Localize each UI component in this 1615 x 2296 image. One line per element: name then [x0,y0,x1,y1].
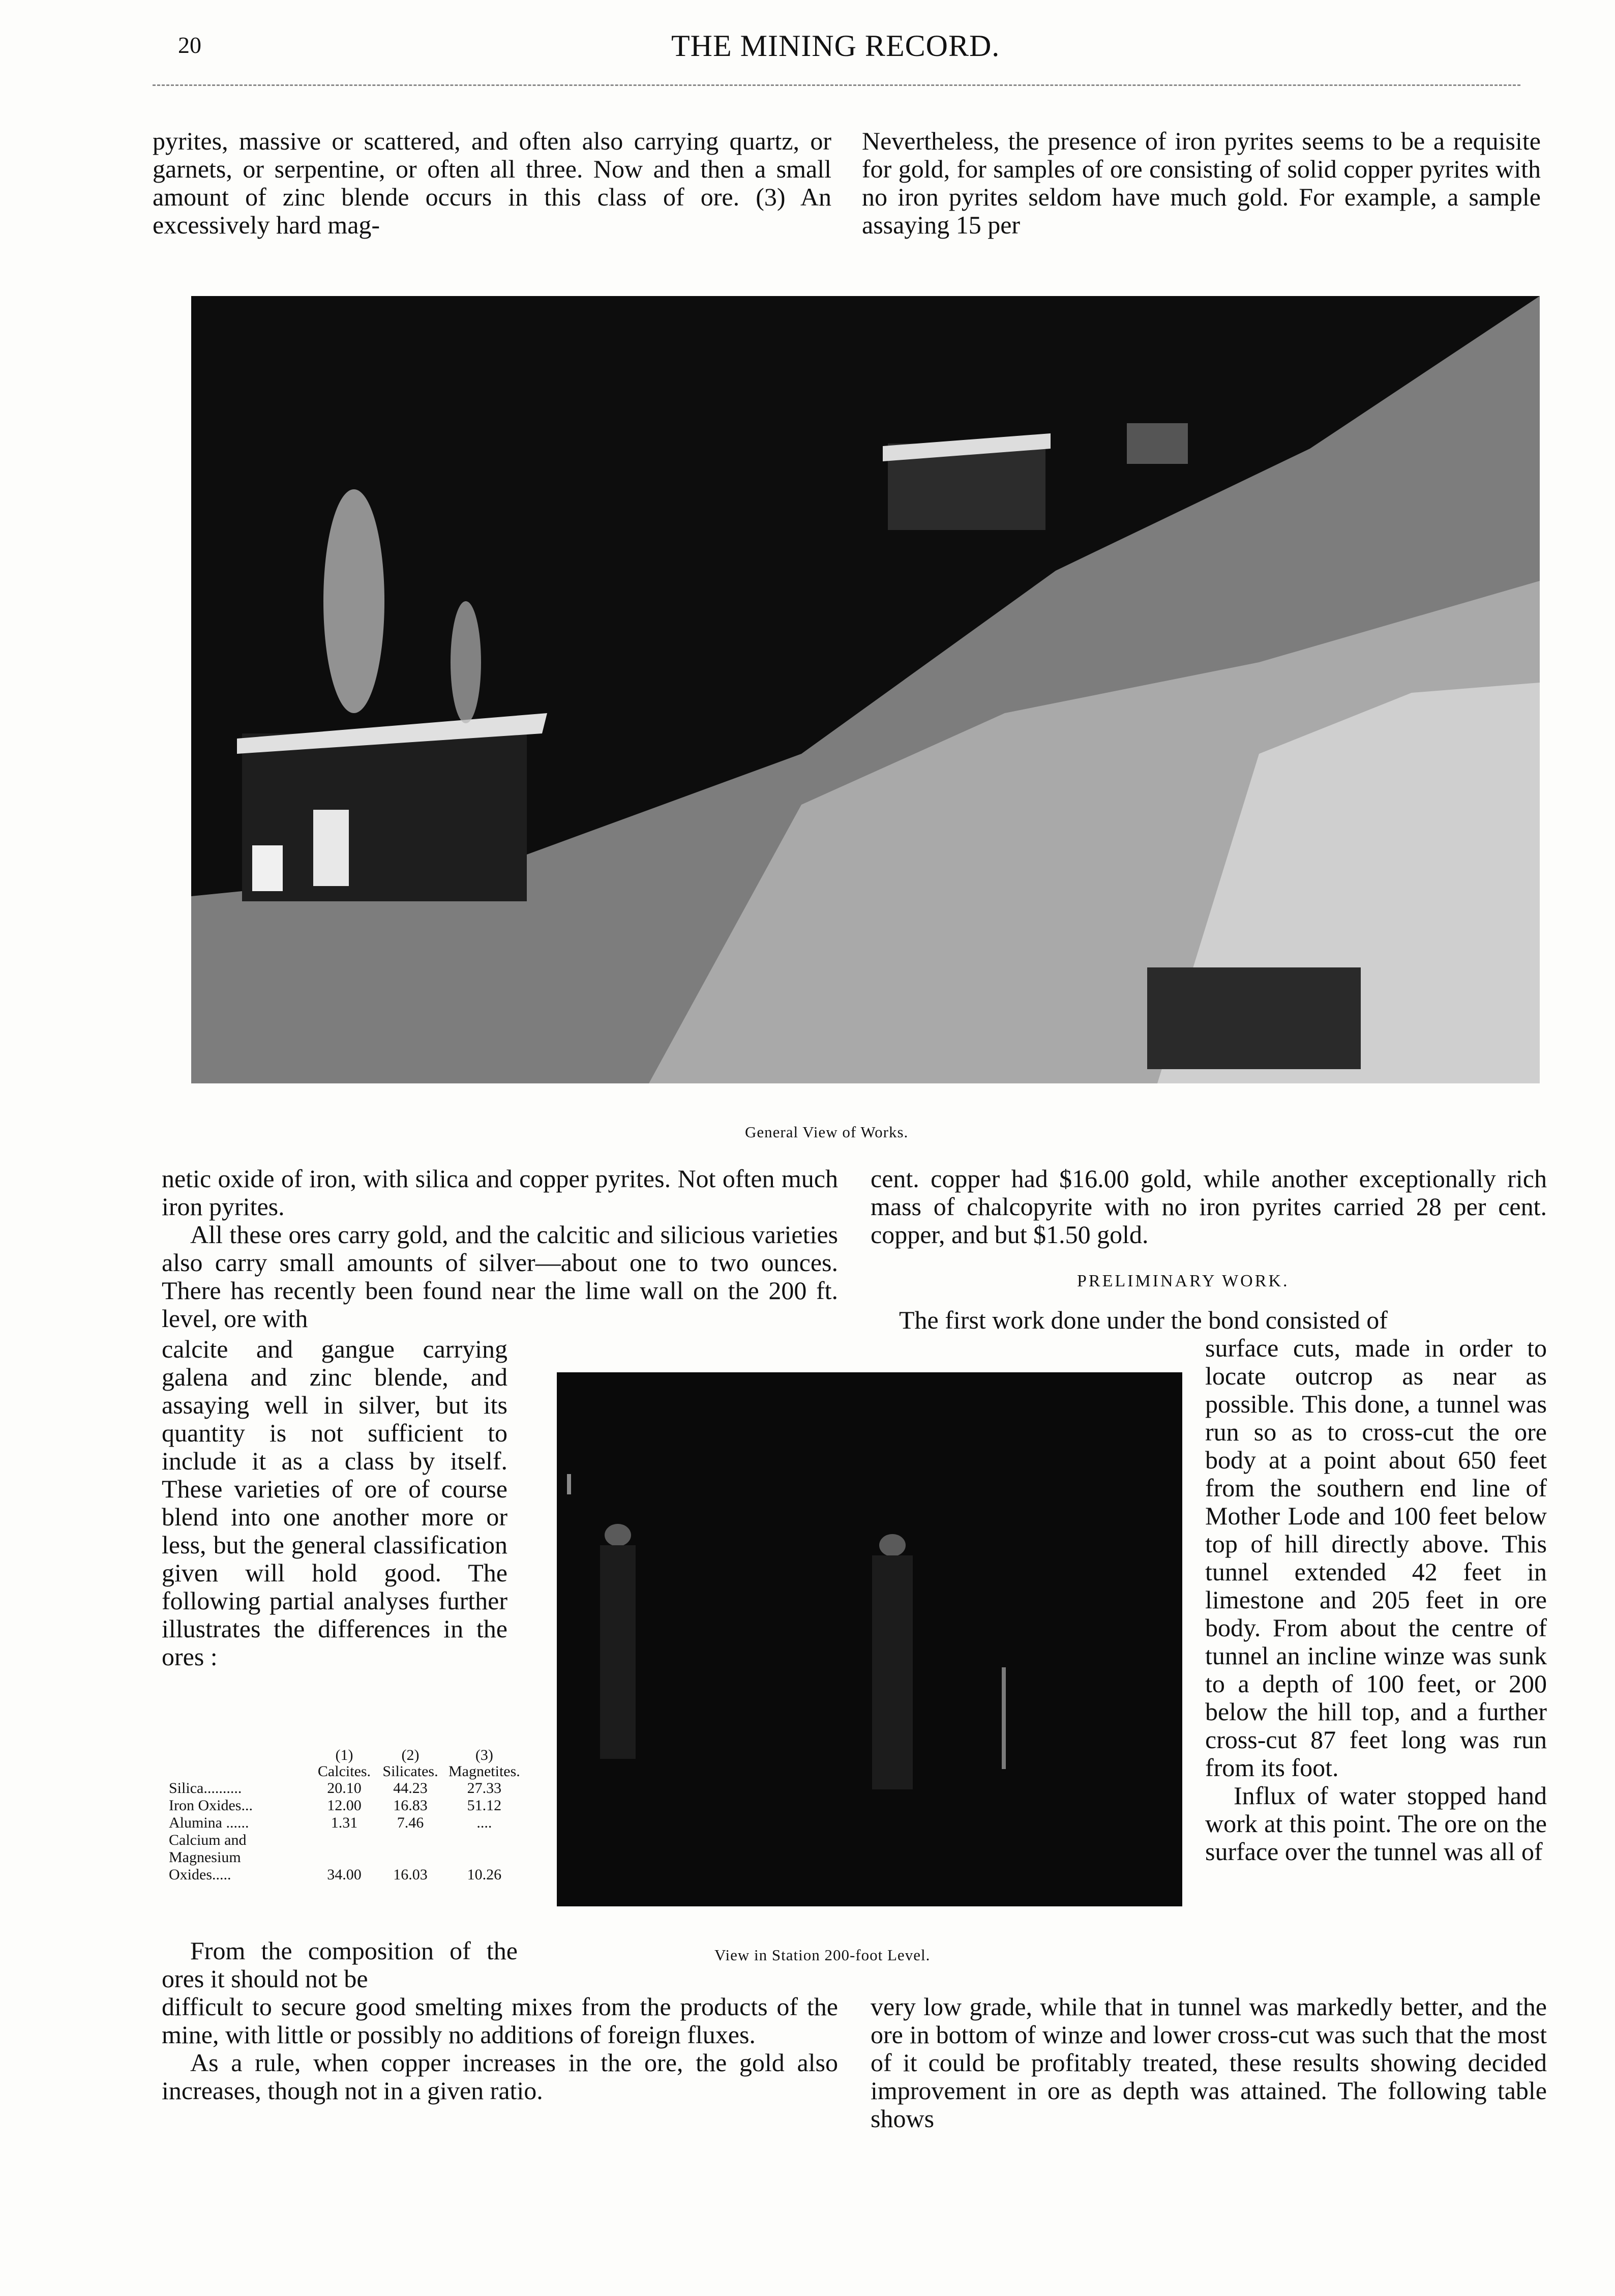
top-right-text: Nevertheless, the presence of iron pyrites seems to be a requisite for gold, for samples of ore consisting of solid copper pyrites with no iron pyrites seldom have much gold. For example, a sample assaying 15 per [862,127,1541,239]
page-number: 20 [178,32,201,58]
figure2-caption: View in Station 200-foot Level. [714,1946,931,1964]
cell: 27.33 [467,1780,502,1797]
table-row [169,1780,525,1797]
table-header-row [169,1763,525,1780]
figure1-caption: General View of Works. [745,1123,909,1141]
mid-left-p2: All these ores carry gold, and the calcitic and silicious varieties also carry small amounts of silver—about one to two ounces. There has recently been found near the lime wall on the 200 ft. level, ore with [162,1220,838,1333]
row-label: Iron Oxides... [169,1797,253,1814]
section-heading-preliminary-work: PRELIMINARY WORK. [1077,1272,1290,1290]
col-num-2: (2) [401,1747,420,1763]
mid-left-p2-narrow: calcite and gangue carrying galena and zinc blende, and assaying well in silver, but its quantity is not sufficient to include it as a class by itself. These varieties of ore of course blend into one another more or less, but the general classification given will hold good. The following partial analyses further illustrates the differences in the ores : [162,1335,507,1671]
cell: 10.26 [467,1866,502,1883]
table-row [169,1832,525,1883]
bottom-right-column [871,1993,1547,2133]
cell: 1.31 [331,1814,358,1831]
mid-left-p1: netic oxide of iron, with silica and copper pyrites. Not often much iron pyrites. [162,1164,838,1221]
station-view-photo [557,1372,1182,1906]
mid-left-narrow-column [162,1335,507,1671]
cell: 16.83 [393,1797,428,1814]
mid-left-column [162,1165,838,1333]
ore-analysis-table [169,1747,525,1883]
cell: .... [476,1814,492,1831]
table-header-row [169,1747,525,1763]
top-right-column [862,127,1541,239]
mid-right-p2-first: The first work done under the bond consisted of [899,1306,1388,1334]
col-name-1: Calcites. [317,1763,371,1780]
general-view-photo [191,296,1540,1083]
cell: 20.10 [327,1780,362,1797]
cell: 34.00 [327,1866,362,1883]
mid-right-p1: cent. copper had $16.00 gold, while another exceptionally rich mass of chalcopyrite with no iron pyrites carried 28 per cent. copper, and but $1.50 gold. [871,1164,1547,1249]
cell: 7.46 [397,1814,424,1831]
mid-right-first-line [871,1306,1547,1334]
bottom-right-p3-rest: very low grade, while that in tunnel was markedly better, and the ore in bottom of winze and lower cross-cut was such that the most of it could be profitably treated, these results showing decided improvement in ore as depth was attained. The following table shows [871,1992,1547,2133]
header-rule [153,84,1520,86]
col-name-3: Magnetites. [448,1763,520,1780]
top-left-text: pyrites, massive or scattered, and often also carrying quartz, or garnets, or serpentine, or often all three. Now and then a small amount of zinc blende occurs in this class of ore. (3) An excessively hard mag- [153,127,831,239]
bottom-left-p1-rest: difficult to secure good smelting mixes from the products of the mine, with little or possibly no additions of foreign fluxes. [162,1992,838,2049]
mid-right-narrow-column [1205,1334,1547,1866]
bottom-left-p2: As a rule, when copper increases in the ore, the gold also increases, though not in a given ratio. [162,2048,838,2105]
col-name-2: Silicates. [382,1763,438,1780]
mid-right-p3-narrow: Influx of water stopped hand work at this point. The ore on the surface over the tunnel was all of [1205,1781,1547,1866]
cell: 12.00 [327,1797,362,1814]
row-label: Calcium and Magnesium Oxides..... [169,1832,247,1883]
table-row [169,1814,525,1832]
cell: 51.12 [467,1797,502,1814]
bottom-left-narrow-column [162,1937,518,1993]
bottom-left-p1-narrow: From the composition of the ores it should not be [162,1936,518,1993]
cell: 44.23 [393,1780,428,1797]
col-num-1: (1) [335,1747,353,1763]
mid-right-column [871,1165,1547,1249]
mid-right-p2-narrow: surface cuts, made in order to locate outcrop as near as possible. This done, a tunnel was run so as to cross-cut the ore body at a point about 650 feet from the southern end line of Mother Lode and 100 feet below top of hill directly above. This tunnel extended 42 feet in limestone and 205 feet in ore body. From about the centre of tunnel an incline winze was sunk to a depth of 100 feet, or 200 below the hill top, and a further cross-cut 87 feet long was run from its foot. [1205,1334,1547,1782]
table-row [169,1797,525,1814]
row-label: Alumina ...... [169,1814,249,1831]
top-left-column [153,127,831,239]
col-num-3: (3) [475,1747,493,1763]
page-title: THE MINING RECORD. [671,29,1000,63]
row-label: Silica.......... [169,1780,242,1797]
cell: 16.03 [393,1866,428,1883]
bottom-left-column [162,1993,838,2105]
